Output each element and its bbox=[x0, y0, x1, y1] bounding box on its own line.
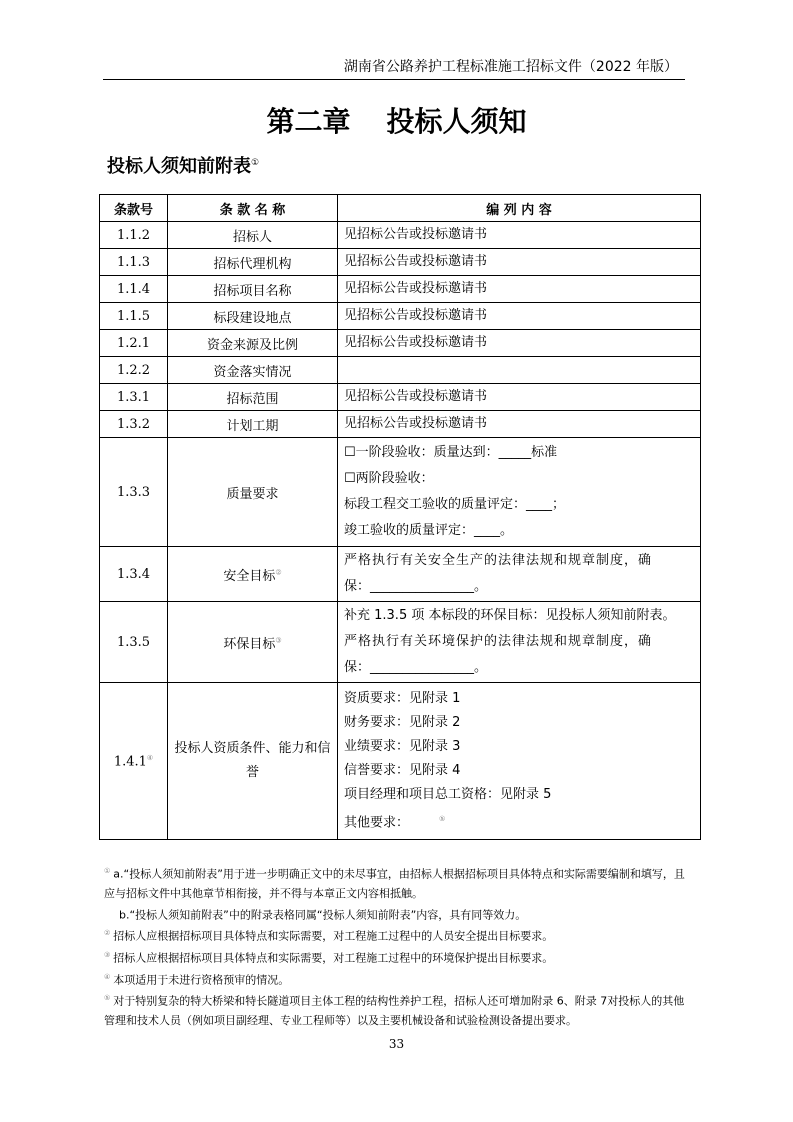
content-line: 竣工验收的质量评定：____。 bbox=[344, 523, 514, 538]
clause-no: 1.3.5 bbox=[100, 602, 168, 683]
clause-name: 质量要求 bbox=[168, 438, 338, 547]
content-line: 信誉要求：见附录 4 bbox=[344, 763, 461, 778]
footnote-text: a.“投标人须知前附表”用于进一步明确正文中的未尽事宜，由招标人根据招标项目具体特点和实际需要编制和填写，且应与招标文件中其他章节相衔接，并不得与本章正文内容相抵触。 bbox=[104, 867, 685, 900]
footnote-mark: ③ bbox=[104, 950, 111, 959]
footnote-text: 对于特别复杂的特大桥梁和特长隧道项目主体工程的结构性养护工程，招标人还可增加附录 6、附录 7对投标人的其他管理和技术人员（例如项目副经理、专业工程师等）以及主要机械设备和试验检测设备提出要求。 bbox=[104, 994, 685, 1027]
footnote-ref: ② bbox=[275, 568, 282, 577]
table-row-safety bbox=[100, 547, 701, 602]
table-row bbox=[100, 357, 701, 384]
clause-no: 1.3.4 bbox=[100, 547, 168, 602]
content-line: 严格执行有关安全生产的法律法规和规章制度，确 bbox=[344, 553, 653, 568]
table-row bbox=[100, 303, 701, 330]
footnote-ref: ④ bbox=[146, 753, 154, 762]
content-line: 财务要求：见附录 2 bbox=[344, 715, 461, 730]
clause-no: 1.1.5 bbox=[100, 303, 168, 330]
chapter-number: 第二章 bbox=[266, 105, 351, 138]
content-line: 标段工程交工验收的质量评定：____； bbox=[344, 497, 566, 512]
content-line: 业绩要求：见附录 3 bbox=[344, 739, 461, 754]
clause-name: 招标人 bbox=[168, 222, 338, 249]
clause-no: 1.1.4 bbox=[100, 276, 168, 303]
clause-name: 标段建设地点 bbox=[168, 303, 338, 330]
clause-no-text: 1.4.1 bbox=[113, 753, 147, 769]
content-line: 保：________________。 bbox=[344, 660, 488, 675]
content-line: ☐一阶段验收：质量达到：_____标准 bbox=[344, 445, 558, 460]
clause-content: 见招标公告或投标邀请书 bbox=[338, 303, 701, 330]
footnotes bbox=[104, 862, 694, 1030]
clause-name: 投标人资质条件、能力和信誉 bbox=[168, 683, 338, 840]
table-row bbox=[100, 411, 701, 438]
content-line: 严格执行有关环境保护的法律法规和规章制度，确 bbox=[344, 634, 653, 649]
content-line-text: 其他要求： bbox=[344, 815, 410, 831]
page-number: 33 bbox=[388, 1037, 405, 1051]
appendix-table bbox=[99, 194, 701, 840]
content-line: 补充 1.3.5 项 本标段的环保目标：见投标人须知前附表。 bbox=[344, 608, 676, 623]
section-title-text: 投标人须知前附表 bbox=[107, 156, 251, 177]
table-row bbox=[100, 384, 701, 411]
footnote-mark: ⑤ bbox=[104, 994, 111, 1003]
clause-content bbox=[338, 547, 701, 602]
footnote bbox=[104, 968, 694, 990]
clause-content: 见招标公告或投标邀请书 bbox=[338, 249, 701, 276]
footnote-mark: ① bbox=[104, 867, 111, 875]
footnote-mark: ② bbox=[104, 929, 111, 938]
footnote-text: 招标人应根据招标项目具体特点和实际需要，对工程施工过程中的环境保护提出目标要求。 bbox=[113, 951, 554, 965]
section-title bbox=[107, 152, 259, 178]
clause-content bbox=[338, 438, 701, 547]
header-clause-no: 条款号 bbox=[100, 195, 168, 222]
footnote-mark: ④ bbox=[104, 972, 111, 981]
chapter-name: 投标人须知 bbox=[386, 105, 527, 138]
table-row bbox=[100, 222, 701, 249]
clause-content: 见招标公告或投标邀请书 bbox=[338, 384, 701, 411]
table-row bbox=[100, 276, 701, 303]
content-line: 项目经理和项目总工资格：见附录 5 bbox=[344, 787, 552, 802]
clause-name: 招标代理机构 bbox=[168, 249, 338, 276]
clause-no: 1.2.2 bbox=[100, 357, 168, 384]
content-line: 保：________________。 bbox=[344, 579, 488, 594]
table-row-env bbox=[100, 602, 701, 683]
clause-name-text: 环保目标 bbox=[223, 636, 276, 652]
clause-name: 计划工期 bbox=[168, 411, 338, 438]
clause-content bbox=[338, 357, 701, 384]
clause-no: 1.3.1 bbox=[100, 384, 168, 411]
clause-name: 资金落实情况 bbox=[168, 357, 338, 384]
header-content: 编 列 内 容 bbox=[338, 195, 701, 222]
content-line: ☐两阶段验收： bbox=[344, 471, 434, 486]
content-line: 资质要求：见附录 1 bbox=[344, 691, 461, 706]
footnote bbox=[104, 946, 694, 968]
clause-name bbox=[168, 602, 338, 683]
clause-content: 见招标公告或投标邀请书 bbox=[338, 411, 701, 438]
footnote-text: b.“投标人须知前附表”中的附录表格同属“投标人须知前附表”内容，具有同等效力。 bbox=[119, 908, 527, 922]
chapter-title bbox=[0, 100, 793, 140]
clause-content bbox=[338, 683, 701, 840]
clause-content: 见招标公告或投标邀请书 bbox=[338, 276, 701, 303]
table-row-quality bbox=[100, 438, 701, 547]
table-header-row bbox=[100, 195, 701, 222]
footnote-text: 招标人应根据招标项目具体特点和实际需要，对工程施工过程中的人员安全提出目标要求。 bbox=[113, 929, 554, 943]
clause-no: 1.1.3 bbox=[100, 249, 168, 276]
footnote bbox=[104, 924, 694, 946]
clause-content: 见招标公告或投标邀请书 bbox=[338, 330, 701, 357]
running-header: 湖南省公路养护工程标准施工招标文件（2022 年版） bbox=[343, 59, 678, 75]
clause-no: 1.3.3 bbox=[100, 438, 168, 547]
footnote-ref: ⑤ bbox=[439, 815, 446, 823]
clause-name: 招标范围 bbox=[168, 384, 338, 411]
footnote-ref: ③ bbox=[275, 636, 282, 645]
clause-no: 1.2.1 bbox=[100, 330, 168, 357]
content-line bbox=[344, 807, 694, 835]
clause-no: 1.1.2 bbox=[100, 222, 168, 249]
footnote bbox=[104, 903, 694, 925]
table-row bbox=[100, 249, 701, 276]
footnote-text: 本项适用于未进行资格预审的情况。 bbox=[113, 973, 290, 987]
table-row bbox=[100, 330, 701, 357]
clause-no: 1.3.2 bbox=[100, 411, 168, 438]
footnote-ref: ① bbox=[251, 158, 260, 168]
clause-name bbox=[168, 547, 338, 602]
clause-name-text: 安全目标 bbox=[223, 568, 276, 584]
clause-name: 资金来源及比例 bbox=[168, 330, 338, 357]
clause-no bbox=[100, 683, 168, 840]
clause-name: 招标项目名称 bbox=[168, 276, 338, 303]
footnote bbox=[104, 989, 694, 1030]
clause-content: 见招标公告或投标邀请书 bbox=[338, 222, 701, 249]
header-rule bbox=[103, 79, 685, 80]
table-row-qualification bbox=[100, 683, 701, 840]
header-clause-name: 条 款 名 称 bbox=[168, 195, 338, 222]
clause-content bbox=[338, 602, 701, 683]
footnote bbox=[104, 862, 694, 903]
